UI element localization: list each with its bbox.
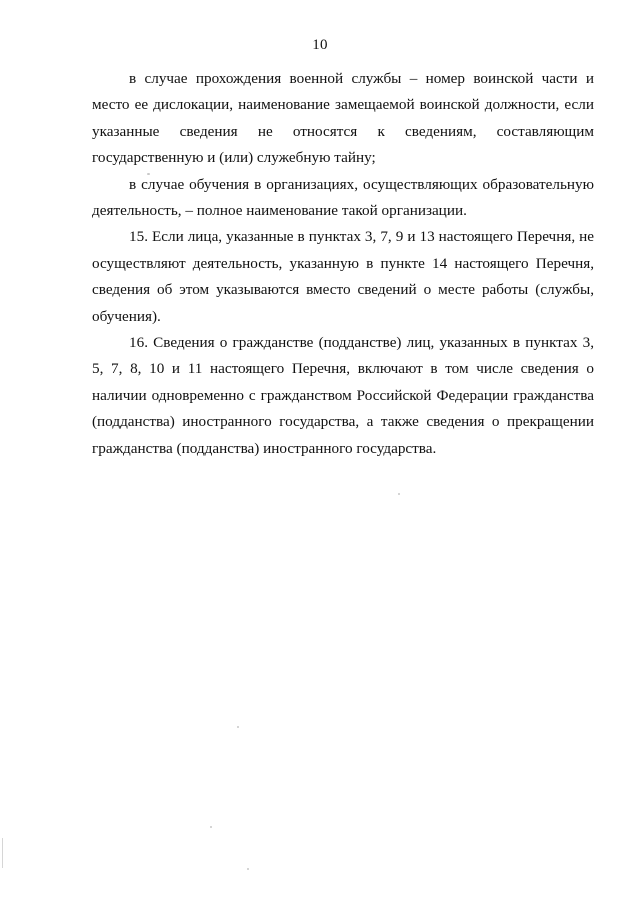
page-number: 10 <box>312 37 328 53</box>
paragraph-item-16: 16. Сведения о гражданстве (подданстве) лиц, указанных в пунктах 3, 5, 7, 8, 10 и 11 настоящего Перечня, включают в том числе сведения о наличии одновременно с гражданством Российской Федерации гражданства (подданства) иностранного государства, а также сведения о прекращении гражданства (подданства) иностранного государства. <box>92 334 594 457</box>
scan-speck <box>237 726 239 728</box>
scan-speck <box>147 173 150 175</box>
document-body <box>92 66 594 462</box>
paragraph-item-15: 15. Если лица, указанные в пунктах 3, 7, 9 и 13 настоящего Перечня, не осуществляют деятельность, указанную в пункте 14 настоящего Перечня, сведения об этом указываются вместо сведений о месте работы (службы, обучения). <box>92 228 594 325</box>
paragraph-military-service: в случае прохождения военной службы – номер воинской части и место ее дислокации, наименование замещаемой воинской должности, если указанные сведения не относятся к сведениям, составляющим государственную и (или) служебную тайну; <box>92 70 594 167</box>
scan-edge-mark <box>2 838 3 868</box>
scan-speck <box>398 493 400 495</box>
scan-speck <box>247 868 249 870</box>
scan-speck <box>210 826 212 828</box>
paragraph-education: в случае обучения в организациях, осуществляющих образовательную деятельность, – полное наименование такой организации. <box>92 175 594 220</box>
